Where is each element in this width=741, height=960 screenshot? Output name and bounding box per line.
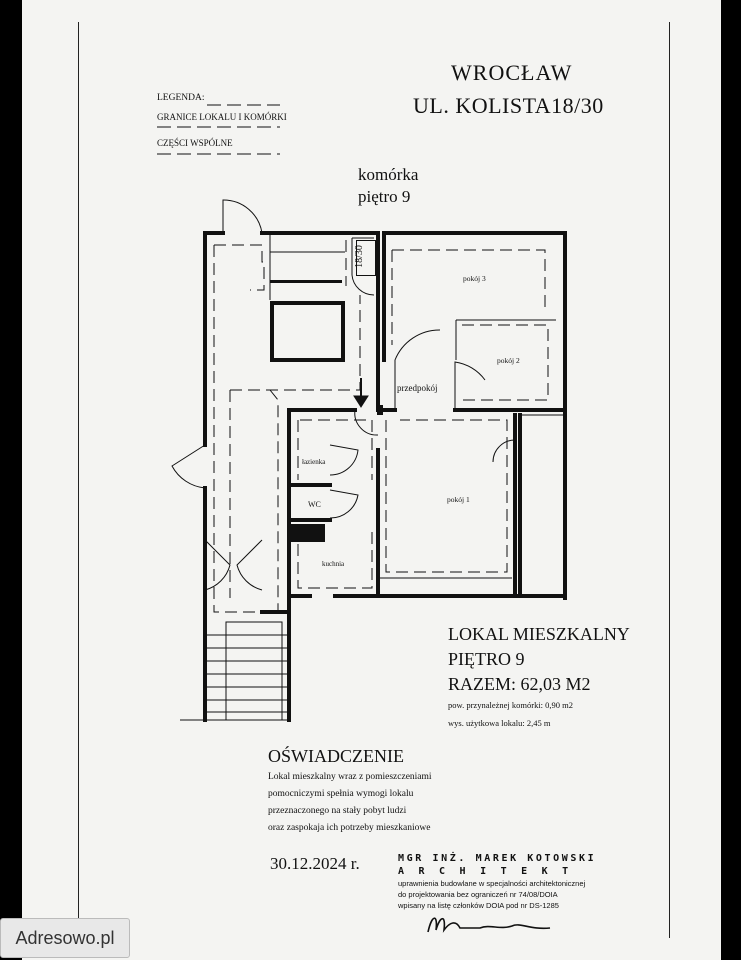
architect-license-1: uprawnienia budowlane w specjalności architektonicznej [398, 879, 586, 888]
statement-title: OŚWIADCZENIE [268, 746, 404, 766]
storage-area: pow. przynależnej komórki: 0,90 m2 [448, 700, 574, 710]
storage-unit-tag [353, 240, 376, 276]
statement-date: 30.12.2024 r. [270, 854, 360, 873]
room-label-2: pokój 2 [497, 356, 520, 365]
legend-title: LEGENDA: [157, 93, 205, 103]
architect-title: ARCHITEKT [398, 866, 583, 877]
room-label-3: pokój 3 [463, 274, 486, 283]
architect-license-2: do projektowania bez ograniczeń nr 74/08/DOIA [398, 890, 558, 899]
unit-height: wys. użytkowa lokalu: 2,45 m [448, 718, 551, 728]
architect-signature [420, 908, 570, 938]
unit-total-area: RAZEM: 62,03 M2 [448, 674, 591, 694]
statement-line-4: oraz zaspokaja ich potrzeby mieszkaniowe [268, 823, 431, 833]
unit-title-line1: LOKAL MIESZKALNY [448, 624, 630, 644]
storage-label-line2: piętro 9 [358, 187, 411, 206]
city-title: WROCŁAW [451, 60, 573, 85]
statement-line-3: przeznaczonego na stały pobyt ludzi [268, 806, 407, 816]
room-label-hall: przedpokój [397, 383, 438, 393]
room-label-kitchen: kuchnia [322, 560, 345, 568]
legend-item-common-parts: CZĘŚCI WSPÓLNE [157, 138, 233, 148]
room-label-bathroom: łazienka [302, 458, 326, 466]
storage-label-line1: komórka [358, 165, 419, 184]
unit-title-line2: PIĘTRO 9 [448, 649, 525, 669]
architect-license-3: wpisany na listę członków DOIA pod nr DS-1285 [398, 901, 559, 910]
storage-unit-tag-text: 18/30 [353, 245, 365, 268]
statement-line-2: pomocniczymi spełnia wymogi lokalu [268, 789, 414, 799]
architect-name: MGR INŻ. MAREK KOTOWSKI [398, 853, 597, 864]
room-label-1: pokój 1 [447, 495, 470, 504]
legend-item-boundaries: GRANICE LOKALU I KOMÓRKI [157, 112, 287, 122]
watermark-logo: Adresowo.pl [0, 918, 130, 958]
street-address: UL. KOLISTA18/30 [413, 93, 604, 118]
statement-line-1: Lokal mieszkalny wraz z pomieszczeniami [268, 772, 432, 782]
room-label-wc: WC [308, 500, 321, 509]
